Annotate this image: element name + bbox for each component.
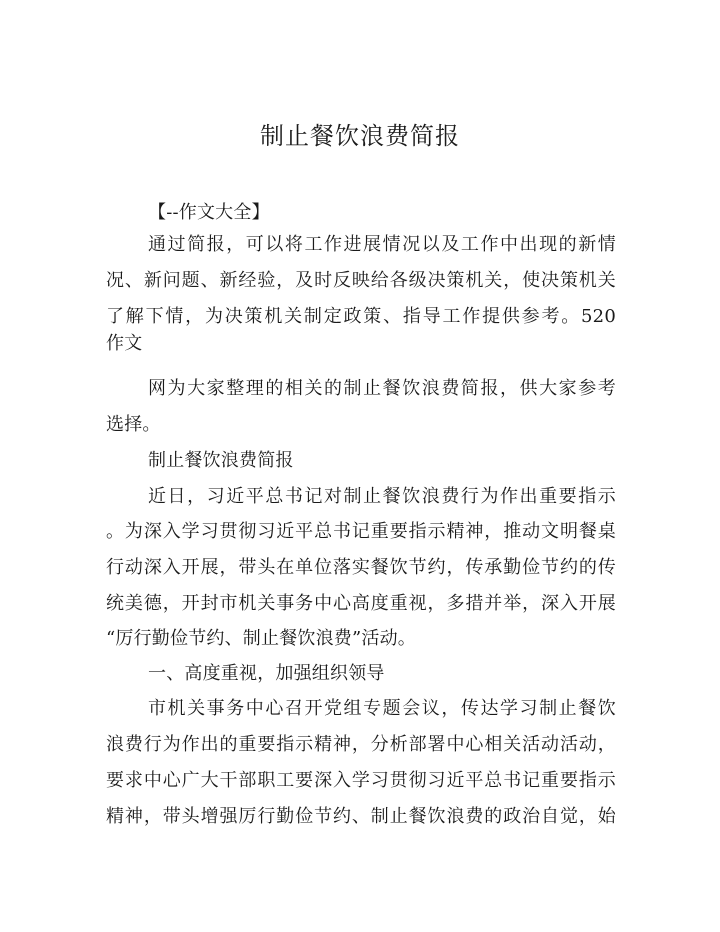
paragraph-line: 要求中心广大干部职工要深入学习贯彻习近平总书记重要指示 (106, 770, 616, 791)
section-heading: 制止餐饮浪费简报 (148, 450, 294, 471)
paragraph-line: 。为深入学习贯彻习近平总书记重要指示精神，推动文明餐桌 (106, 521, 616, 542)
document-title: 制止餐饮浪费简报 (260, 122, 460, 150)
paragraph-line: 市机关事务中心召开党组专题会议，传达学习制止餐饮 (148, 698, 616, 719)
paragraph-line: 通过简报，可以将工作进展情况以及工作中出现的新情 (148, 234, 616, 255)
section-heading: 一、高度重视，加强组织领导 (148, 663, 385, 684)
paragraph-line: 了解下情，为决策机关制定政策、指导工作提供参考。520 (106, 306, 616, 327)
paragraph-line: 作文 (106, 333, 143, 354)
paragraph-line: 近日，习近平总书记对制止餐饮浪费行为作出重要指示 (148, 486, 616, 507)
paragraph-line: 浪费行为作出的重要指示精神，分析部署中心相关活动活动， (106, 734, 616, 755)
paragraph-line: 精神，带头增强厉行勤俭节约、制止餐饮浪费的政治自觉，始 (106, 806, 616, 827)
source-tag: 【--作文大全】 (148, 202, 270, 223)
paragraph-line: 况、新问题、新经验，及时反映给各级决策机关，使决策机关 (106, 270, 616, 291)
paragraph-line: 选择。 (106, 414, 161, 435)
paragraph-line: 行动深入开展，带头在单位落实餐饮节约，传承勤俭节约的传 (106, 557, 616, 578)
paragraph-line: “厉行勤俭节约、制止餐饮浪费”活动。 (106, 628, 417, 649)
paragraph-line: 网为大家整理的相关的制止餐饮浪费简报，供大家参考 (148, 378, 616, 399)
paragraph-line: 统美德，开封市机关事务中心高度重视，多措并举，深入开展 (106, 593, 616, 614)
